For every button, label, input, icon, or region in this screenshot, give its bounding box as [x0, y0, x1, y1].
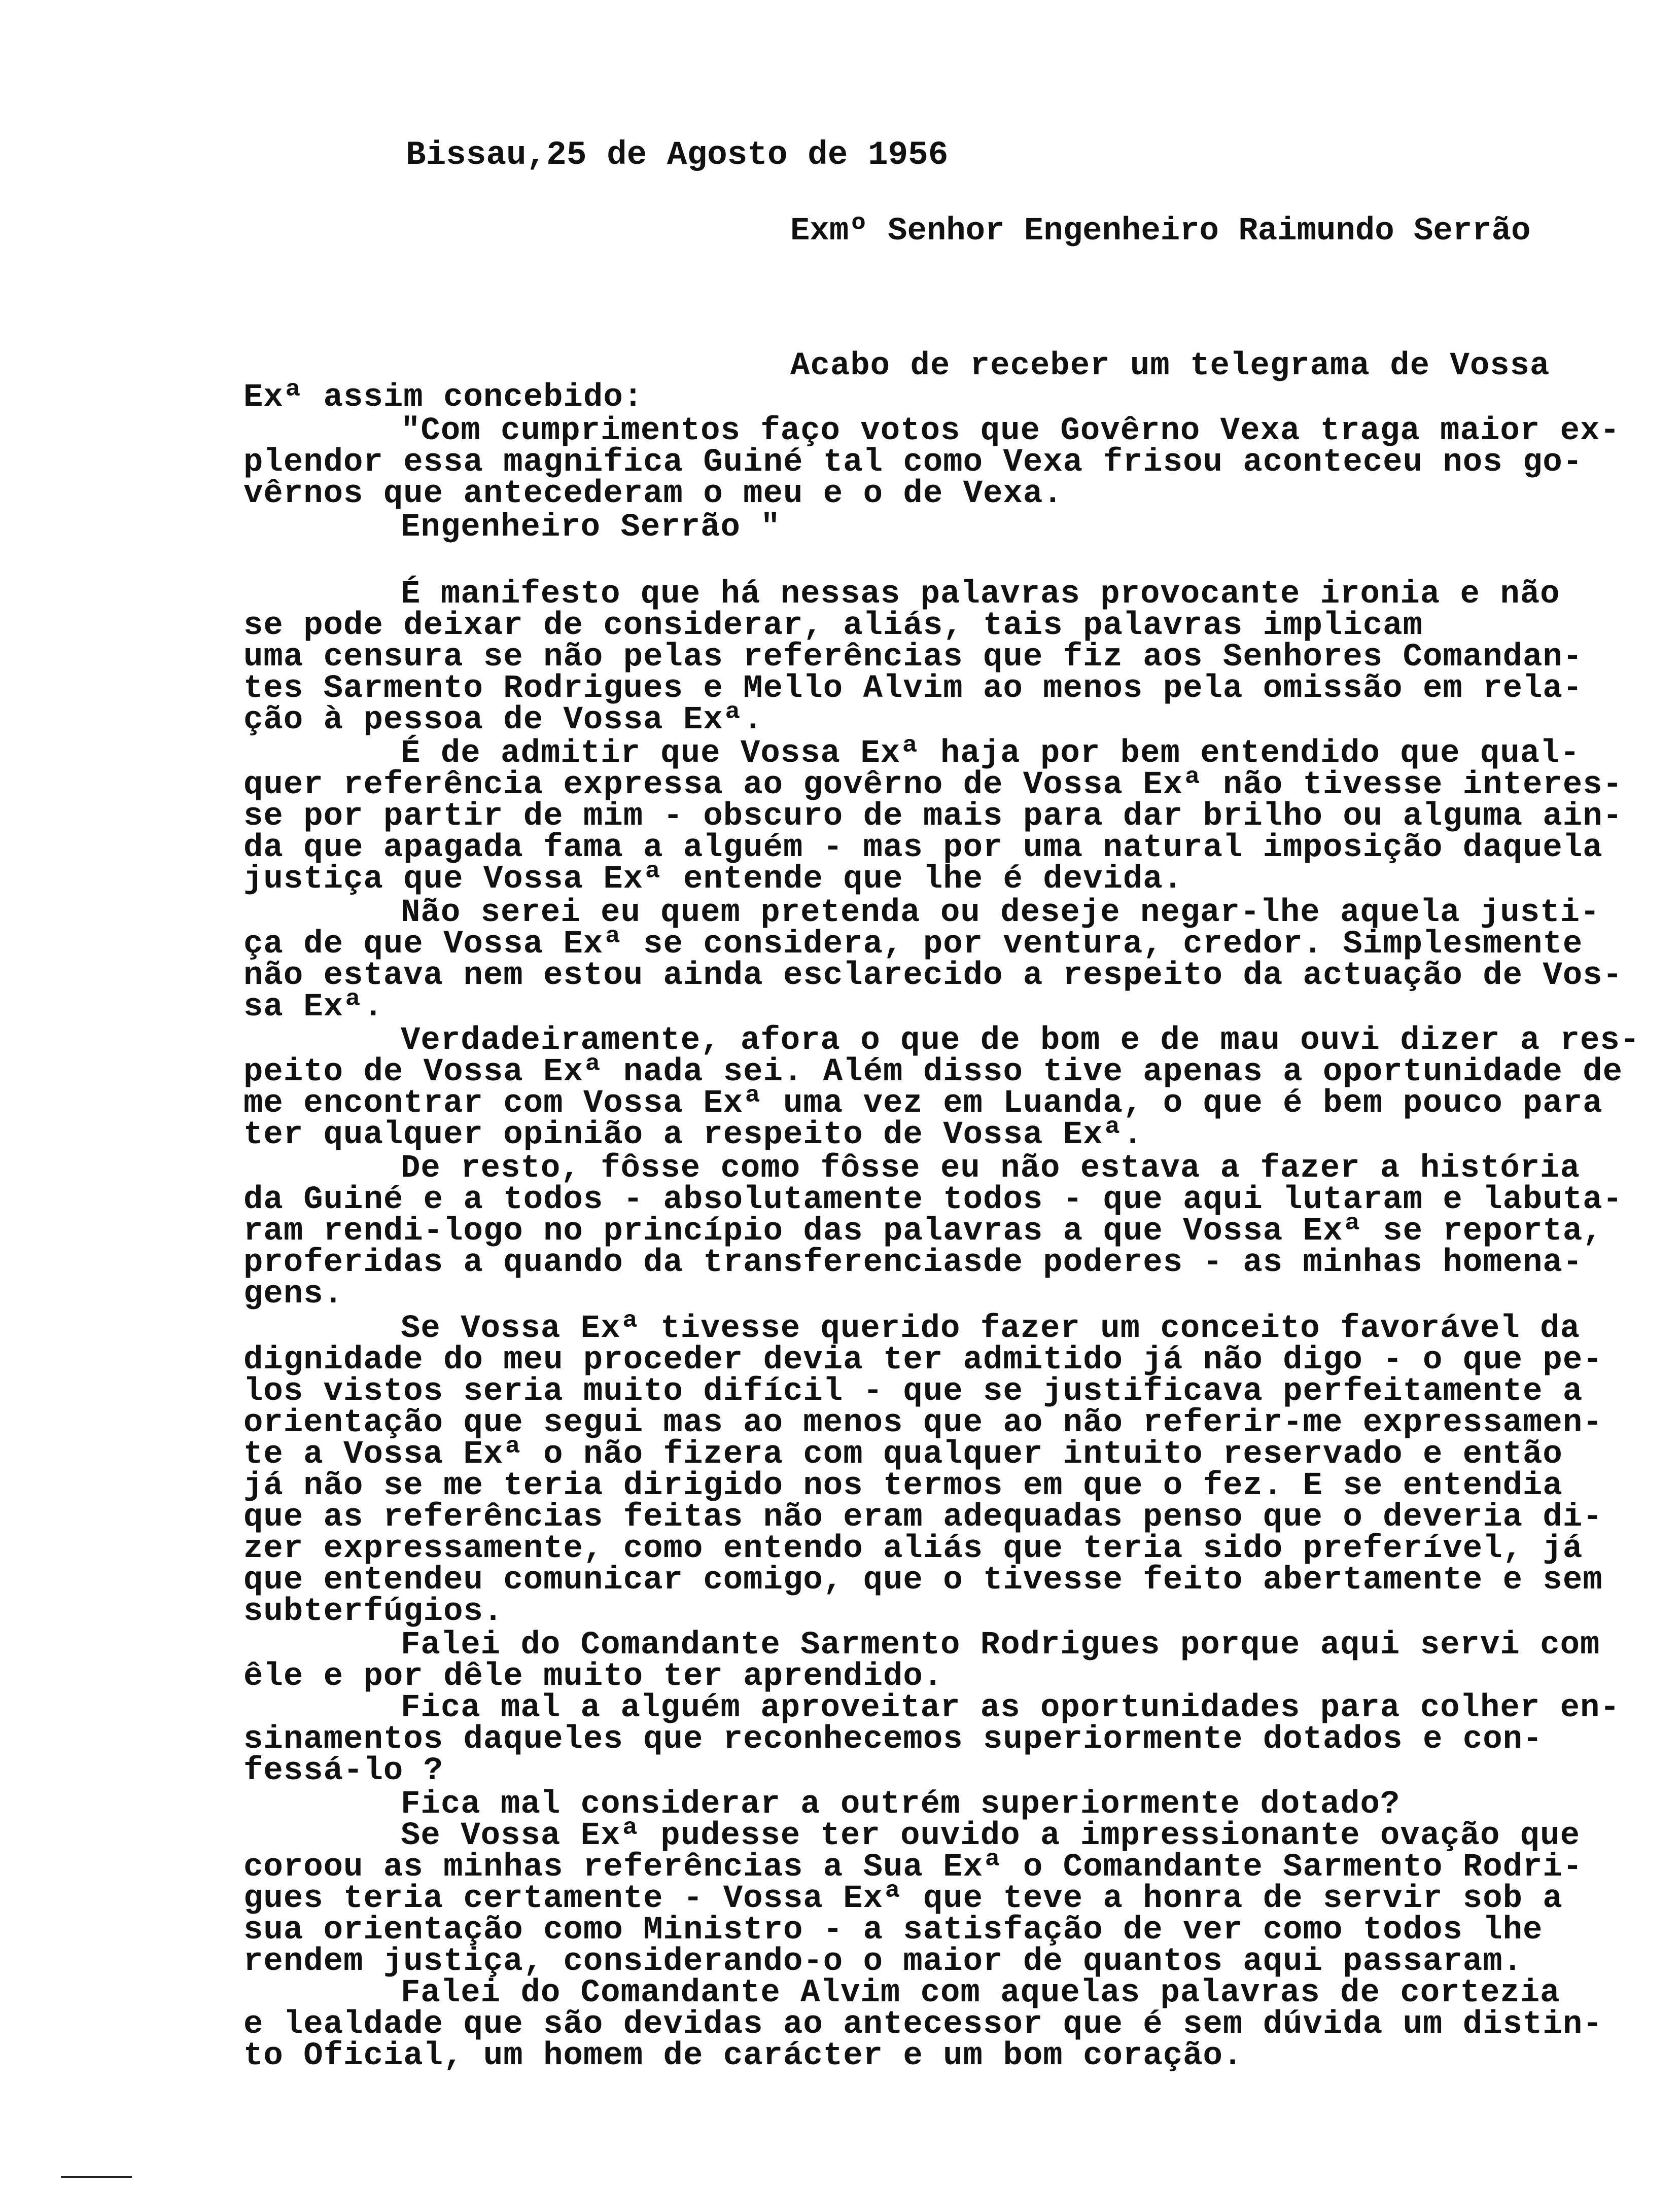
letter-line: já não se me teria dirigido nos termos em que o fez. E se entendia — [243, 1468, 1563, 1504]
letter-line: sinamentos daqueles que reconhecemos superiormente dotados e con- — [243, 1721, 1543, 1758]
letter-line: não estava nem estou ainda esclarecido a respeito da actuação de Vos- — [243, 958, 1623, 994]
letter-line: orientação que segui mas ao menos que ao não referir-me expressamen- — [243, 1405, 1603, 1441]
letter-line: vêrnos que antecederam o meu e o de Vexa. — [243, 476, 1063, 512]
margin-dash — [61, 2176, 132, 2178]
letter-line: Se Vossa Exª tivesse querido fazer um conceito favorável da — [401, 1311, 1580, 1347]
letter-line: Se Vossa Exª pudesse ter ouvido a impressionante ovação que — [401, 1818, 1580, 1854]
letter-line: e lealdade que são devidas ao antecessor que é sem dúvida um distin- — [243, 2006, 1603, 2043]
letter-line: proferidas a quando da transferenciasde poderes - as minhas homena- — [243, 1245, 1583, 1281]
letter-line: que entendeu comunicar comigo, que o tivesse feito abertamente e sem — [243, 1562, 1603, 1599]
letter-line: uma censura se não pelas referências que fiz aos Senhores Comandan- — [243, 639, 1583, 676]
letter-line: fessá-lo ? — [243, 1753, 444, 1789]
letter-line: "Com cumprimentos faço votos que Govêrno Vexa traga maior ex- — [401, 413, 1620, 449]
letter-line: Fica mal considerar a outrém superiormente dotado? — [401, 1786, 1401, 1823]
letter-line: sa Exª. — [243, 989, 383, 1026]
letter-line: se por partir de mim - obscuro de mais para dar brilho ou alguma ain- — [243, 798, 1623, 835]
letter-line: gens. — [243, 1276, 344, 1313]
letter-line: É manifesto que há nessas palavras provocante ironia e não — [401, 576, 1560, 613]
letter-addressee: Exmº Senhor Engenheiro Raimundo Serrão — [790, 213, 1531, 250]
letter-line: De resto, fôsse como fôsse eu não estava a fazer a história — [401, 1150, 1580, 1187]
letter-line: subterfúgios. — [243, 1594, 504, 1630]
letter-line: Acabo de receber um telegrama de Vossa — [790, 348, 1550, 384]
letter-line: tes Sarmento Rodrigues e Mello Alvim ao menos pela omissão em rela- — [243, 670, 1583, 707]
letter-line: êle e por dêle muito ter aprendido. — [243, 1658, 943, 1695]
letter-line: Não serei eu quem pretenda ou deseje negar-lhe aquela justi- — [401, 895, 1600, 931]
letter-line: gues teria certamente - Vossa Exª que teve a honra de servir sob a — [243, 1881, 1563, 1917]
letter-line: Engenheiro Serrão " — [401, 509, 781, 546]
letter-line: se pode deixar de considerar, aliás, tais palavras implicam — [243, 608, 1423, 644]
letter-line: Verdadeiramente, afora o que de bom e de mau ouvi dizer a res- — [401, 1022, 1640, 1059]
letter-line: los vistos seria muito difícil - que se justificava perfeitamente a — [243, 1373, 1583, 1410]
letter-line: ram rendi-logo no princípio das palavras a que Vossa Exª se reporta, — [243, 1213, 1603, 1250]
letter-line: te a Vossa Exª o não fizera com qualquer intuito reservado e então — [243, 1436, 1563, 1473]
letter-line: Falei do Comandante Sarmento Rodrigues porque aqui servi com — [401, 1627, 1600, 1664]
letter-line: ter qualquer opinião a respeito de Vossa Exª. — [243, 1117, 1143, 1153]
letter-line: que as referências feitas não eram adequadas penso que o deveria di- — [243, 1499, 1603, 1536]
letter-line: ça de que Vossa Exª se considera, por ventura, credor. Simplesmente — [243, 926, 1583, 963]
letter-line: dignidade do meu proceder devia ter admitido já não digo - o que pe- — [243, 1342, 1603, 1379]
letter-line: me encontrar com Vossa Exª uma vez em Luanda, o que é bem pouco para — [243, 1085, 1603, 1122]
letter-line: to Oficial, um homem de carácter e um bom coração. — [243, 2038, 1243, 2074]
letter-line: Exª assim concebido: — [243, 379, 644, 416]
letter-line: quer referência expressa ao govêrno de Vossa Exª não tivesse interes- — [243, 767, 1623, 803]
letter-line: É de admitir que Vossa Exª haja por bem entendido que qual- — [401, 735, 1580, 772]
letter-line: coroou as minhas referências a Sua Exª o Comandante Sarmento Rodri- — [243, 1849, 1583, 1886]
letter-line: sua orientação como Ministro - a satisfação de ver como todos lhe — [243, 1912, 1543, 1949]
letter-line: ção à pessoa de Vossa Exª. — [243, 702, 763, 738]
letter-line: plendor essa magnifica Guiné tal como Vexa frisou aconteceu nos go- — [243, 444, 1583, 481]
letter-line: da Guiné e a todos - absolutamente todos - que aqui lutaram e labuta- — [243, 1182, 1623, 1218]
letter-line: da que apagada fama a alguém - mas por uma natural imposição daquela — [243, 830, 1603, 866]
letter-line: rendem justiça, considerando-o o maior de quantos aqui passaram. — [243, 1943, 1523, 1980]
letter-line: justiça que Vossa Exª entende que lhe é devida. — [243, 861, 1183, 898]
letter-line: peito de Vossa Exª nada sei. Além disso tive apenas a oportunidade de — [243, 1054, 1623, 1090]
letter-date: Bissau,25 de Agosto de 1956 — [406, 136, 949, 174]
letter-line: zer expressamente, como entendo aliás que teria sido preferível, já — [243, 1531, 1583, 1567]
letter-line: Fica mal a alguém aproveitar as oportunidades para colher en- — [401, 1690, 1620, 1726]
letter-line: Falei do Comandante Alvim com aquelas palavras de cortezia — [401, 1975, 1560, 2011]
